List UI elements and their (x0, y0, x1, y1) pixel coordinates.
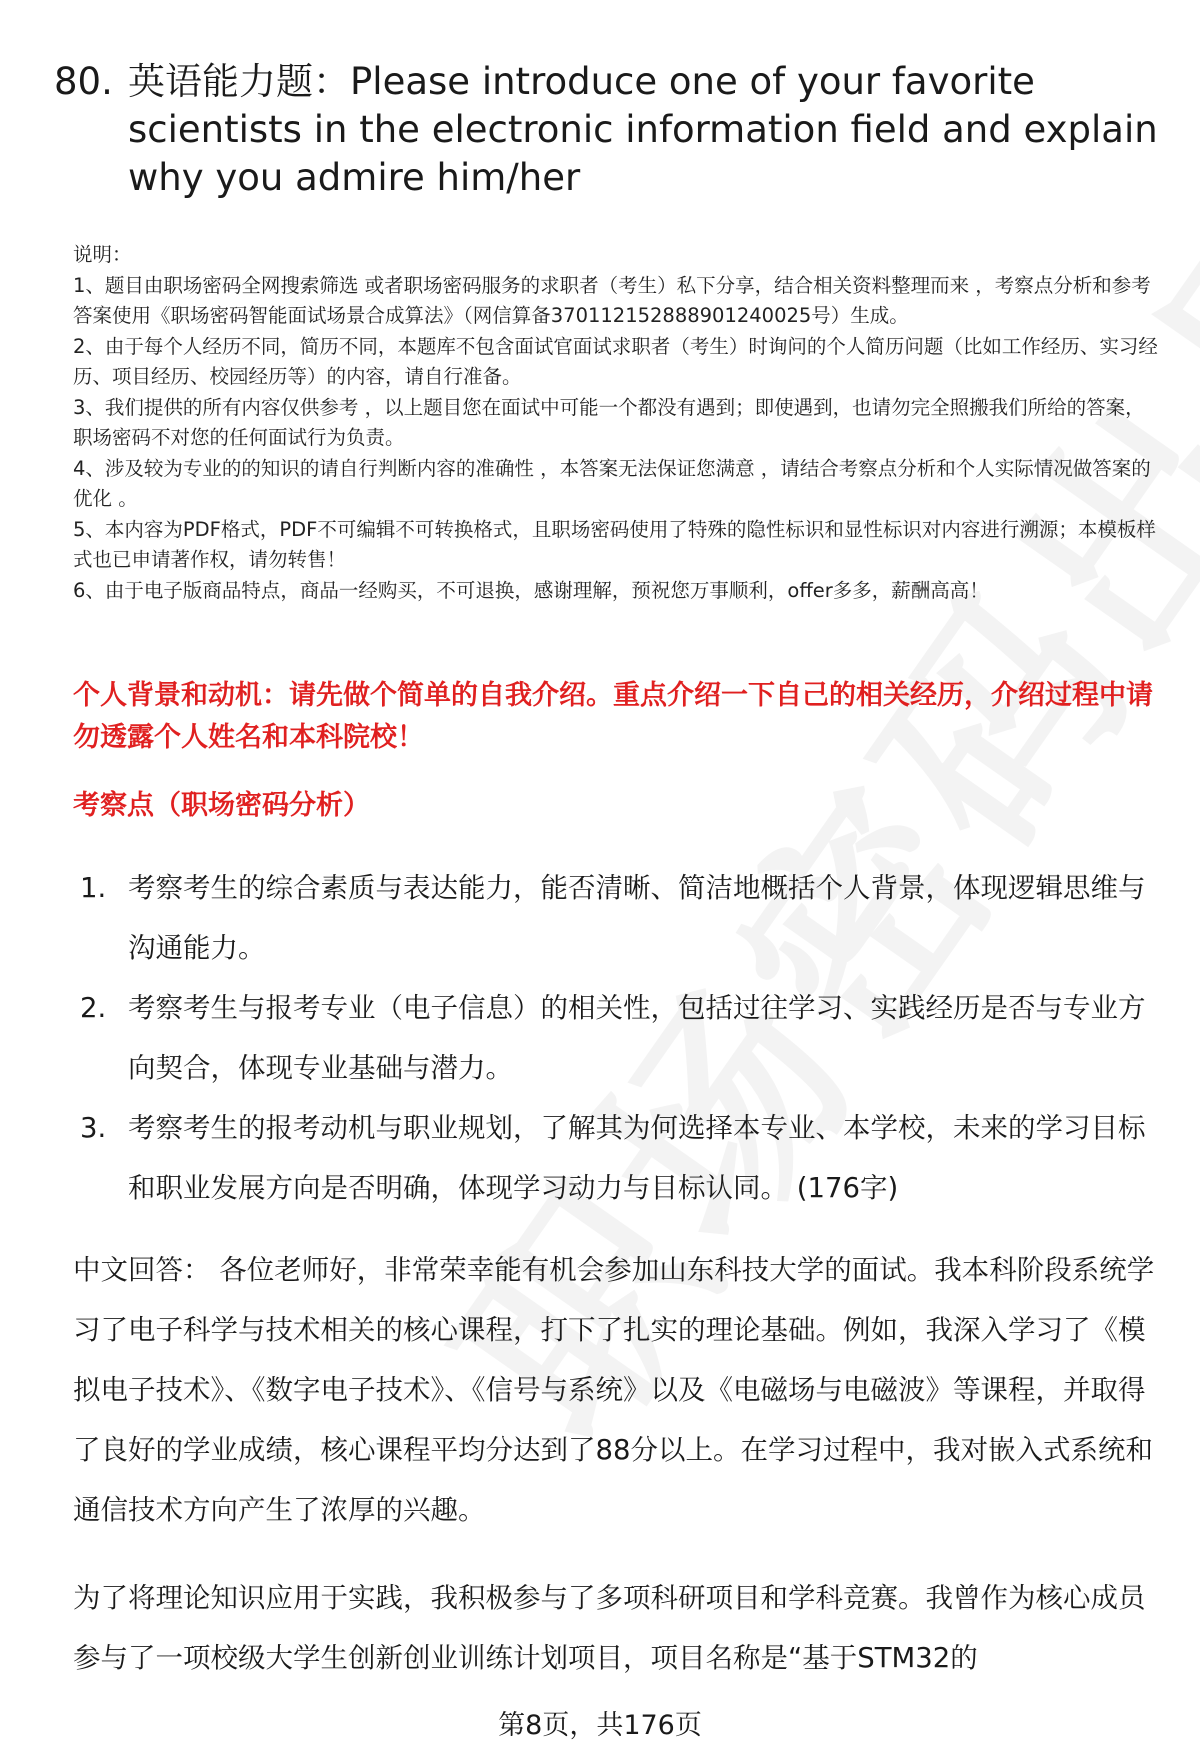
answer-paragraph: 为了将理论知识应用于实践，我积极参与了多项科研项目和学科竞赛。我曾作为核心成员参与了一项校级大学生创新创业训练计划项目，项目名称是“基于STM32的 (73, 1582, 1146, 1674)
background-heading: 个人背景和动机：请先做个简单的自我介绍。重点介绍一下自己的相关经历，介绍过程中请勿透露个人姓名和本科院校！ (73, 680, 1153, 753)
question-text: 英语能力题：Please introduce one of your favorite scientists in the electronic information field and explain why you admire him/her (128, 60, 1158, 199)
list-item (80, 1098, 1160, 1218)
list-item (80, 978, 1160, 1098)
list-item-number: 1. (80, 872, 107, 904)
notes-item: 6、由于电子版商品特点，商品一经购买，不可退换，感谢理解，预祝您万事顺利，offer多多，薪酬高高！ (73, 578, 989, 602)
list-item (80, 858, 1160, 978)
notes-block (73, 240, 1163, 606)
list-item-text: 考察考生与报考专业（电子信息）的相关性，包括过往学习、实践经历是否与专业方向契合，体现专业基础与潜力。 (128, 992, 1146, 1084)
notes-heading: 说明： (73, 243, 132, 266)
notes-item: 1、题目由职场密码全网搜索筛选 或者职场密码服务的求职者（考生）私下分享，结合相关资料整理而来 ，考察点分析和参考答案使用《职场密码智能面试场景合成算法》（网信算备370112152888901240025号）生成。 (73, 273, 1151, 327)
page-number: 第8页，共176页 (0, 1706, 1200, 1746)
notes-item: 3、我们提供的所有内容仅供参考 ，以上题目您在面试中可能一个都没有遇到；即使遇到，也请勿完全照搬我们所给的答案，职场密码不对您的任何面试行为负责。 (73, 395, 1145, 449)
analysis-heading: 考察点（职场密码分析） (73, 790, 370, 821)
list-item-number: 3. (80, 1112, 107, 1144)
list-item-number: 2. (80, 992, 107, 1024)
answer-paragraph: 中文回答： 各位老师好，非常荣幸能有机会参加山东科技大学的面试。我本科阶段系统学习了电子科学与技术相关的核心课程，打下了扎实的理论基础。例如，我深入学习了《模拟电子技术》、《数字电子技术》、《信号与系统》以及《电磁场与电磁波》等课程，并取得了良好的学业成绩，核心课程平均分达到了88分以上。在学习过程中，我对嵌入式系统和通信技术方向产生了浓厚的兴趣。 (73, 1254, 1155, 1526)
analysis-list (80, 858, 1160, 1218)
notes-item: 5、本内容为PDF格式，PDF不可编辑不可转换格式，且职场密码使用了特殊的隐性标识和显性标识对内容进行溯源；本模板样式也已申请著作权，请勿转售！ (73, 517, 1156, 571)
list-item-text: 考察考生的报考动机与职业规划，了解其为何选择本专业、本学校，未来的学习目标和职业发展方向是否明确，体现学习动力与目标认同。 (176字) (128, 1112, 1146, 1204)
question-title (54, 58, 1164, 202)
list-item-text: 考察考生的综合素质与表达能力，能否清晰、简洁地概括个人背景，体现逻辑思维与沟通能力。 (128, 872, 1146, 964)
notes-item: 2、由于每个人经历不同，简历不同，本题库不包含面试官面试求职者（考生）时询问的个人简历问题（比如工作经历、实习经历、项目经历、校园经历等）的内容，请自行准备。 (73, 334, 1158, 388)
question-number: 80. (54, 60, 113, 103)
notes-item: 4、涉及较为专业的的知识的请自行判断内容的准确性 ，本答案无法保证您满意 ，请结合考察点分析和个人实际情况做答案的优化 。 (73, 456, 1151, 510)
